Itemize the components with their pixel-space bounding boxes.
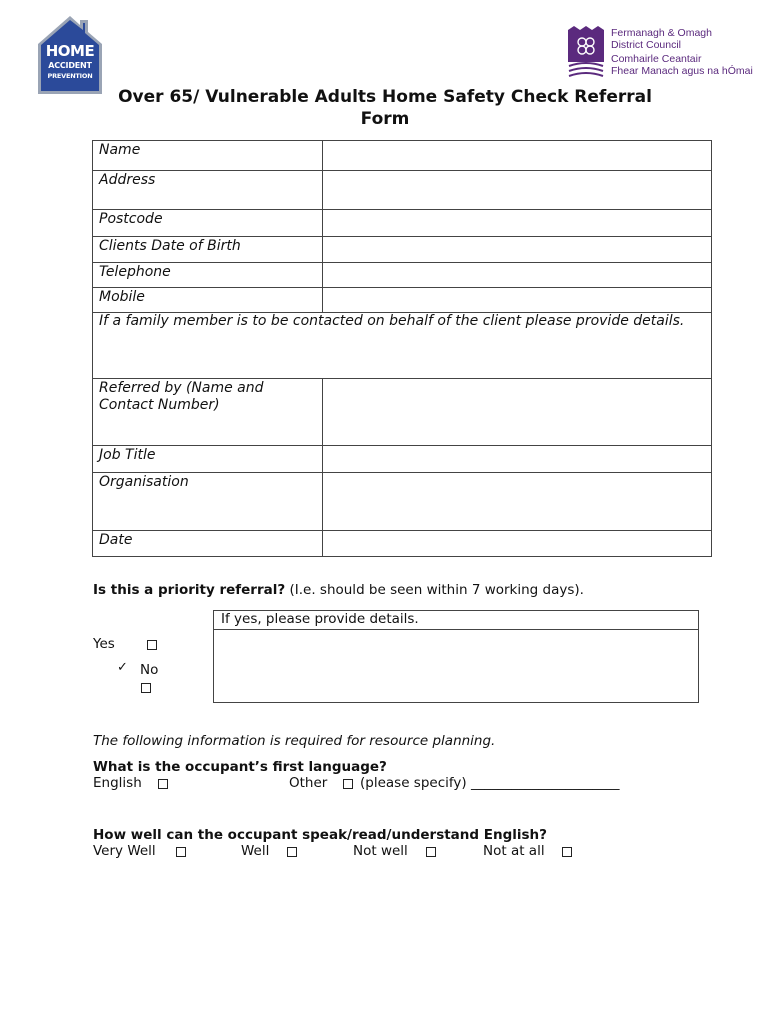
row-mobile	[93, 288, 712, 313]
logo-text-prevention: PREVENTION	[47, 72, 93, 80]
council-crest-icon	[566, 26, 606, 78]
council-line-2: District Council	[611, 39, 682, 51]
council-line-4: Fhear Manach agus na hÓmai	[611, 65, 753, 77]
row-postcode	[93, 210, 712, 237]
row-family-contact	[93, 313, 712, 379]
not-at-all-label: Not at all	[483, 843, 545, 859]
label-telephone: Telephone	[93, 263, 323, 288]
label-postcode: Postcode	[93, 210, 323, 237]
very-well-label: Very Well	[93, 843, 156, 859]
yes-checkbox[interactable]	[147, 640, 157, 650]
field-mobile[interactable]	[323, 288, 712, 313]
not-well-label: Not well	[353, 843, 408, 859]
label-referred-by: Referred by (Name and Contact Number)	[93, 379, 323, 446]
well-label: Well	[241, 843, 270, 859]
other-label: Other	[289, 775, 328, 791]
other-specify-field[interactable]: (please specify) ______________________	[360, 775, 620, 791]
priority-details-box	[213, 610, 699, 703]
home-accident-prevention-logo	[36, 14, 104, 96]
label-dob: Clients Date of Birth	[93, 237, 323, 263]
priority-question	[93, 582, 584, 598]
no-checkbox[interactable]	[141, 683, 151, 693]
field-name[interactable]	[323, 141, 712, 171]
field-referred-by[interactable]	[323, 379, 712, 446]
council-line-3: Comhairle Ceantair	[611, 53, 702, 65]
english-checkbox[interactable]	[158, 779, 168, 789]
field-telephone[interactable]	[323, 263, 712, 288]
label-mobile: Mobile	[93, 288, 323, 313]
not-well-checkbox[interactable]	[426, 847, 436, 857]
label-date: Date	[93, 531, 323, 557]
priority-details-label: If yes, please provide details.	[214, 611, 698, 630]
field-postcode[interactable]	[323, 210, 712, 237]
not-at-all-checkbox[interactable]	[562, 847, 572, 857]
label-job-title: Job Title	[93, 446, 323, 473]
row-dob	[93, 237, 712, 263]
other-checkbox[interactable]	[343, 779, 353, 789]
form-title-line-1: Over 65/ Vulnerable Adults Home Safety Check Referral	[118, 87, 652, 107]
yes-label: Yes	[93, 636, 115, 652]
council-line-1: Fermanagh & Omagh	[611, 27, 712, 39]
row-telephone	[93, 263, 712, 288]
english-label: English	[93, 775, 142, 791]
field-organisation[interactable]	[323, 473, 712, 531]
very-well-checkbox[interactable]	[176, 847, 186, 857]
priority-question-bold: Is this a priority referral?	[93, 582, 286, 598]
label-address: Address	[93, 171, 323, 210]
well-checkbox[interactable]	[287, 847, 297, 857]
priority-details-field[interactable]	[214, 630, 698, 702]
form-title	[90, 86, 680, 130]
field-dob[interactable]	[323, 237, 712, 263]
row-date	[93, 531, 712, 557]
planning-note: The following information is required for resource planning.	[93, 733, 496, 749]
row-job-title	[93, 446, 712, 473]
label-name: Name	[93, 141, 323, 171]
referral-details-table	[92, 140, 712, 557]
council-name	[611, 27, 753, 77]
row-address	[93, 171, 712, 210]
row-name	[93, 141, 712, 171]
english-ability-question: How well can the occupant speak/read/understand English?	[93, 827, 547, 843]
no-label: No	[140, 662, 159, 678]
first-language-question: What is the occupant’s first language?	[93, 759, 387, 775]
logo-text-home: HOME	[45, 42, 95, 60]
council-logo	[566, 26, 752, 80]
priority-question-rest: (I.e. should be seen within 7 working days).	[285, 582, 584, 598]
row-organisation	[93, 473, 712, 531]
row-referred-by	[93, 379, 712, 446]
field-address[interactable]	[323, 171, 712, 210]
field-date[interactable]	[323, 531, 712, 557]
field-family-contact[interactable]: If a family member is to be contacted on behalf of the client please provide details.	[93, 313, 712, 379]
logo-text-accident: ACCIDENT	[48, 61, 92, 70]
field-job-title[interactable]	[323, 446, 712, 473]
checkmark-icon: ✓	[117, 660, 128, 675]
label-organisation: Organisation	[93, 473, 323, 531]
form-title-line-2: Form	[360, 109, 410, 129]
